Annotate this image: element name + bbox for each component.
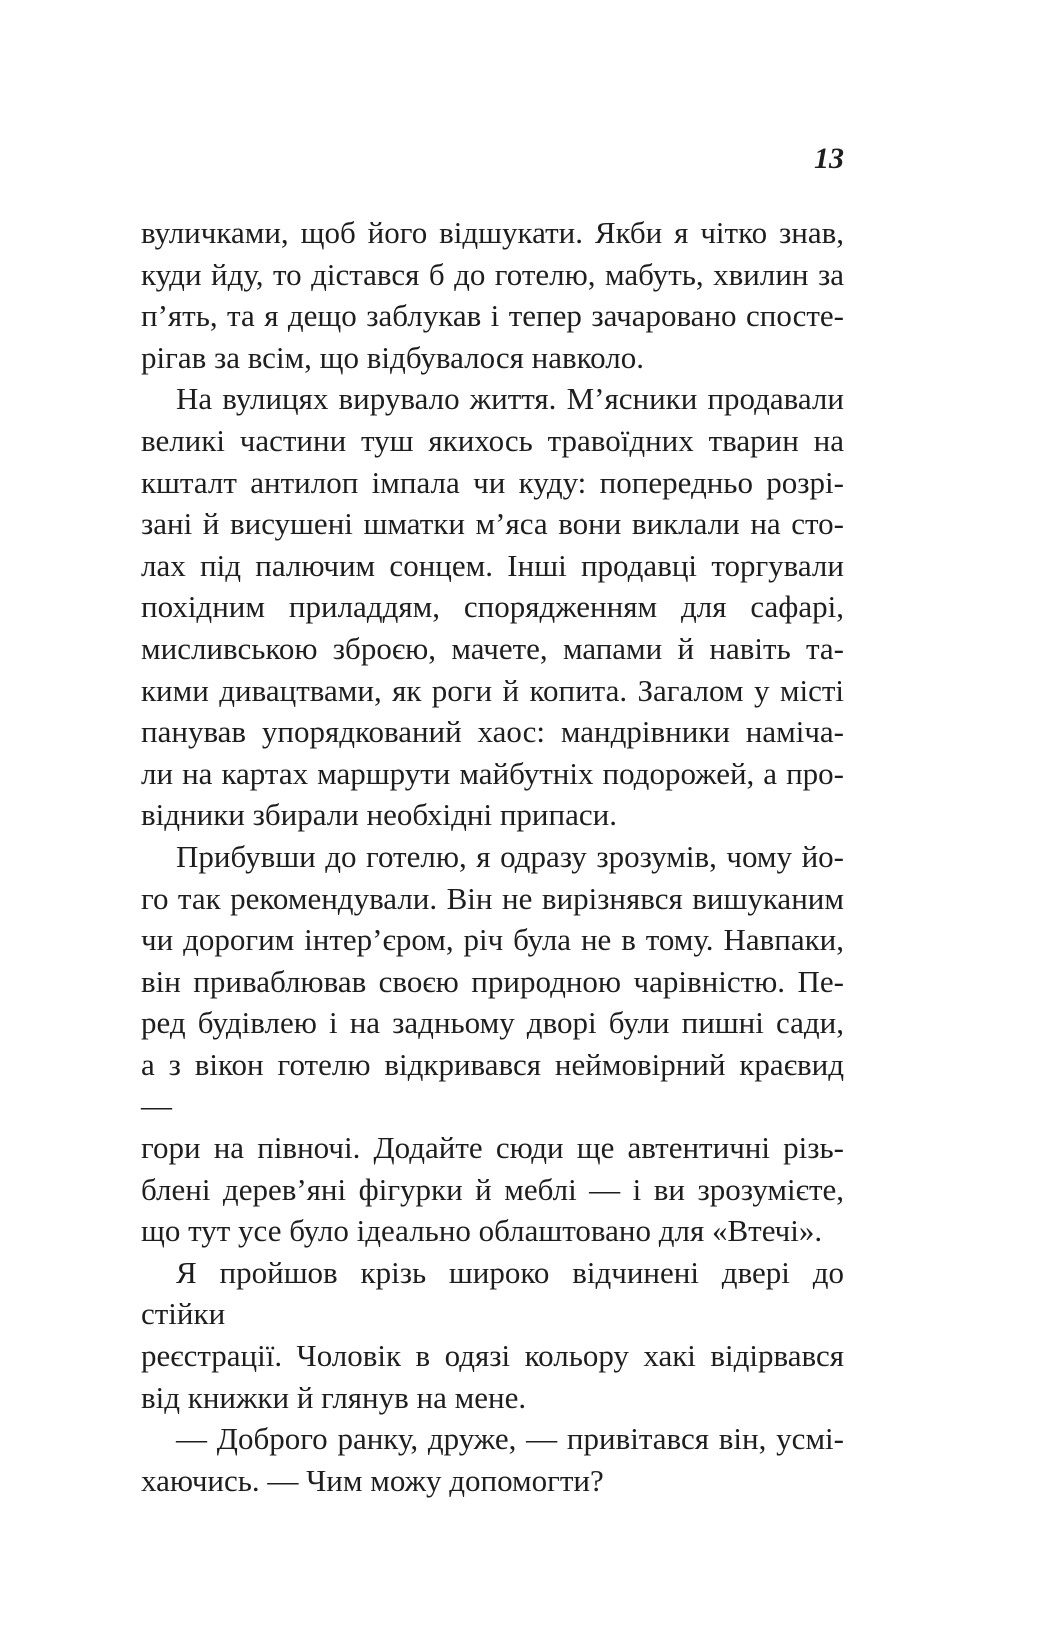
text-line: мисливською зброєю, мачете, мапами й навіть та- [141,630,844,666]
text-line: а з вікон готелю відкривався неймовірний краєвид — [141,1046,844,1124]
text-line: блені дерев’яні фігурки й меблі — і ви зрозумієте, [141,1171,844,1207]
text-line: Я пройшов крізь широко відчинені двері до стійки [141,1254,844,1332]
text-line: кими дивацтвами, як роги й копита. Загалом у місті [141,672,844,708]
text-line: відники збирали необхідні припаси. [141,797,617,833]
paragraph [141,378,844,836]
text-line: гори на півночі. Додайте сюди ще автентичні різь- [141,1130,844,1166]
text-line: кшталт антилоп імпала чи куду: попередньо розрі- [141,464,844,500]
text-line: зані й висушені шматки м’яса вони виклали на сто- [141,506,844,542]
text-line: від книжки й глянув на мене. [141,1379,527,1415]
text-line: похідним приладдям, спорядженням для сафарі, [141,589,844,625]
text-line: чи дорогим інтер’єром, річ була не в тому. Навпаки, [141,922,844,958]
page-number: 13 [814,142,844,175]
paragraph [141,1252,844,1418]
text-line: рігав за всім, що відбувалося навколо. [141,339,644,375]
text-line: що тут усе було ідеально облаштовано для «Втечі». [141,1213,823,1249]
text-line: великі частини туш якихось травоїдних тварин на [141,422,844,458]
text-line: він приваблював своєю природною чарівністю. Пе- [141,963,844,999]
text-line: хаючись. — Чим можу допомогти? [141,1462,604,1498]
text-line: реєстрації. Чоловік в одязі кольору хакі відірвався [141,1338,844,1374]
text-line: На вулицях вирувало життя. М’ясники продавали [176,381,844,417]
text-line: вуличками, щоб його відшукати. Якби я чітко знав, [141,215,844,250]
text-line: панував упорядкований хаос: мандрівники наміча- [141,714,844,750]
body-text [141,212,844,1501]
paragraph [141,212,844,378]
text-line: лах під палючим сонцем. Інші продавці торгували [141,547,844,583]
text-line: ли на картах маршрути майбутніх подорожей, а про- [141,755,844,791]
text-line: Прибувши до готелю, я одразу зрозумів, чому йо- [176,838,844,874]
paragraph [141,1418,844,1501]
text-line: ред будівлею і на задньому дворі були пишні сади, [141,1005,844,1041]
paragraph [141,836,844,1252]
text-line: куди йду, то дістався б до готелю, мабуть, хвилин за [141,256,844,292]
text-line: п’ять, та я дещо заблукав і тепер зачаровано спосте- [141,298,844,334]
text-line: го так рекомендували. Він не вирізнявся вишуканим [141,880,844,916]
text-line: — Доброго ранку, друже, — привітався він, усмі- [176,1421,844,1457]
